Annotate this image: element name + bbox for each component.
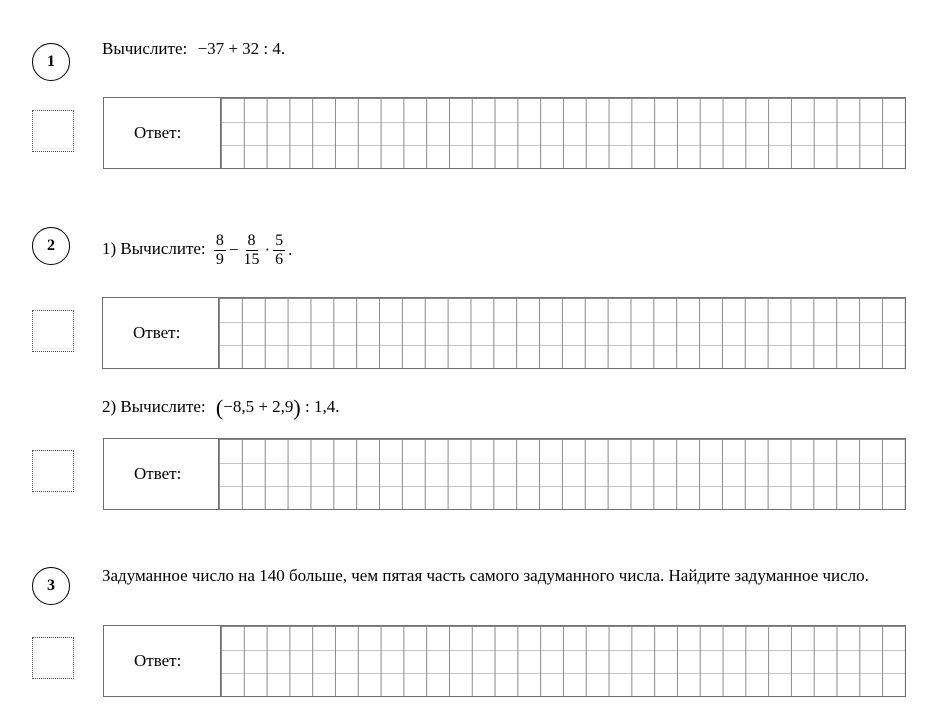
answer-box — [102, 297, 906, 369]
fraction-denominator: 6 — [275, 250, 284, 268]
prompt-label: 1) Вычислите: — [102, 239, 206, 258]
answer-box — [103, 438, 906, 510]
close-paren: ) — [293, 395, 301, 421]
fraction-denominator: 15 — [243, 250, 260, 268]
minus-sign: − — [228, 240, 239, 260]
task-number-badge — [32, 567, 70, 605]
score-box[interactable] — [32, 310, 74, 352]
answer-box — [103, 625, 906, 697]
score-box[interactable] — [32, 637, 74, 679]
answer-grid[interactable] — [220, 626, 905, 696]
task-number-badge — [32, 43, 70, 81]
task-text: Задуманное число на 140 больше, чем пятая часть самого задуманного числа. Найдите задуманное число. — [102, 566, 869, 585]
period: . — [288, 240, 293, 260]
score-box[interactable] — [32, 450, 74, 492]
fraction-numerator: 8 — [247, 231, 256, 249]
answer-grid[interactable] — [220, 98, 905, 168]
fraction-denominator: 9 — [215, 250, 224, 268]
task-prompt — [102, 225, 293, 274]
task-number: 1 — [47, 53, 55, 70]
task-number: 2 — [47, 237, 55, 254]
math-expression: −8,5 + 2,9 — [223, 397, 294, 416]
fraction — [273, 232, 285, 269]
prompt-label: 2) Вычислите: — [102, 397, 206, 416]
fraction-numerator: 8 — [215, 231, 224, 249]
task-number: 3 — [47, 577, 55, 594]
math-expression: −37 + 32 : 4. — [197, 39, 286, 58]
fraction — [242, 232, 262, 269]
answer-label: Ответ: — [134, 651, 182, 670]
answer-grid[interactable] — [218, 298, 905, 368]
task-prompt — [102, 37, 285, 61]
score-box[interactable] — [32, 110, 74, 152]
open-paren: ( — [215, 395, 224, 421]
prompt-label: Вычислите: — [102, 39, 188, 58]
fraction-numerator: 5 — [275, 231, 284, 249]
answer-label: Ответ: — [134, 464, 182, 483]
answer-label: Ответ: — [134, 123, 182, 142]
fraction — [214, 232, 226, 269]
multiply-dot: · — [264, 240, 271, 260]
math-expression-tail: : 1,4. — [300, 397, 340, 416]
answer-label: Ответ: — [133, 323, 181, 342]
task-number-badge — [32, 227, 70, 265]
task-prompt-part2 — [102, 395, 339, 420]
answer-box — [103, 97, 906, 169]
answer-grid[interactable] — [218, 439, 905, 509]
